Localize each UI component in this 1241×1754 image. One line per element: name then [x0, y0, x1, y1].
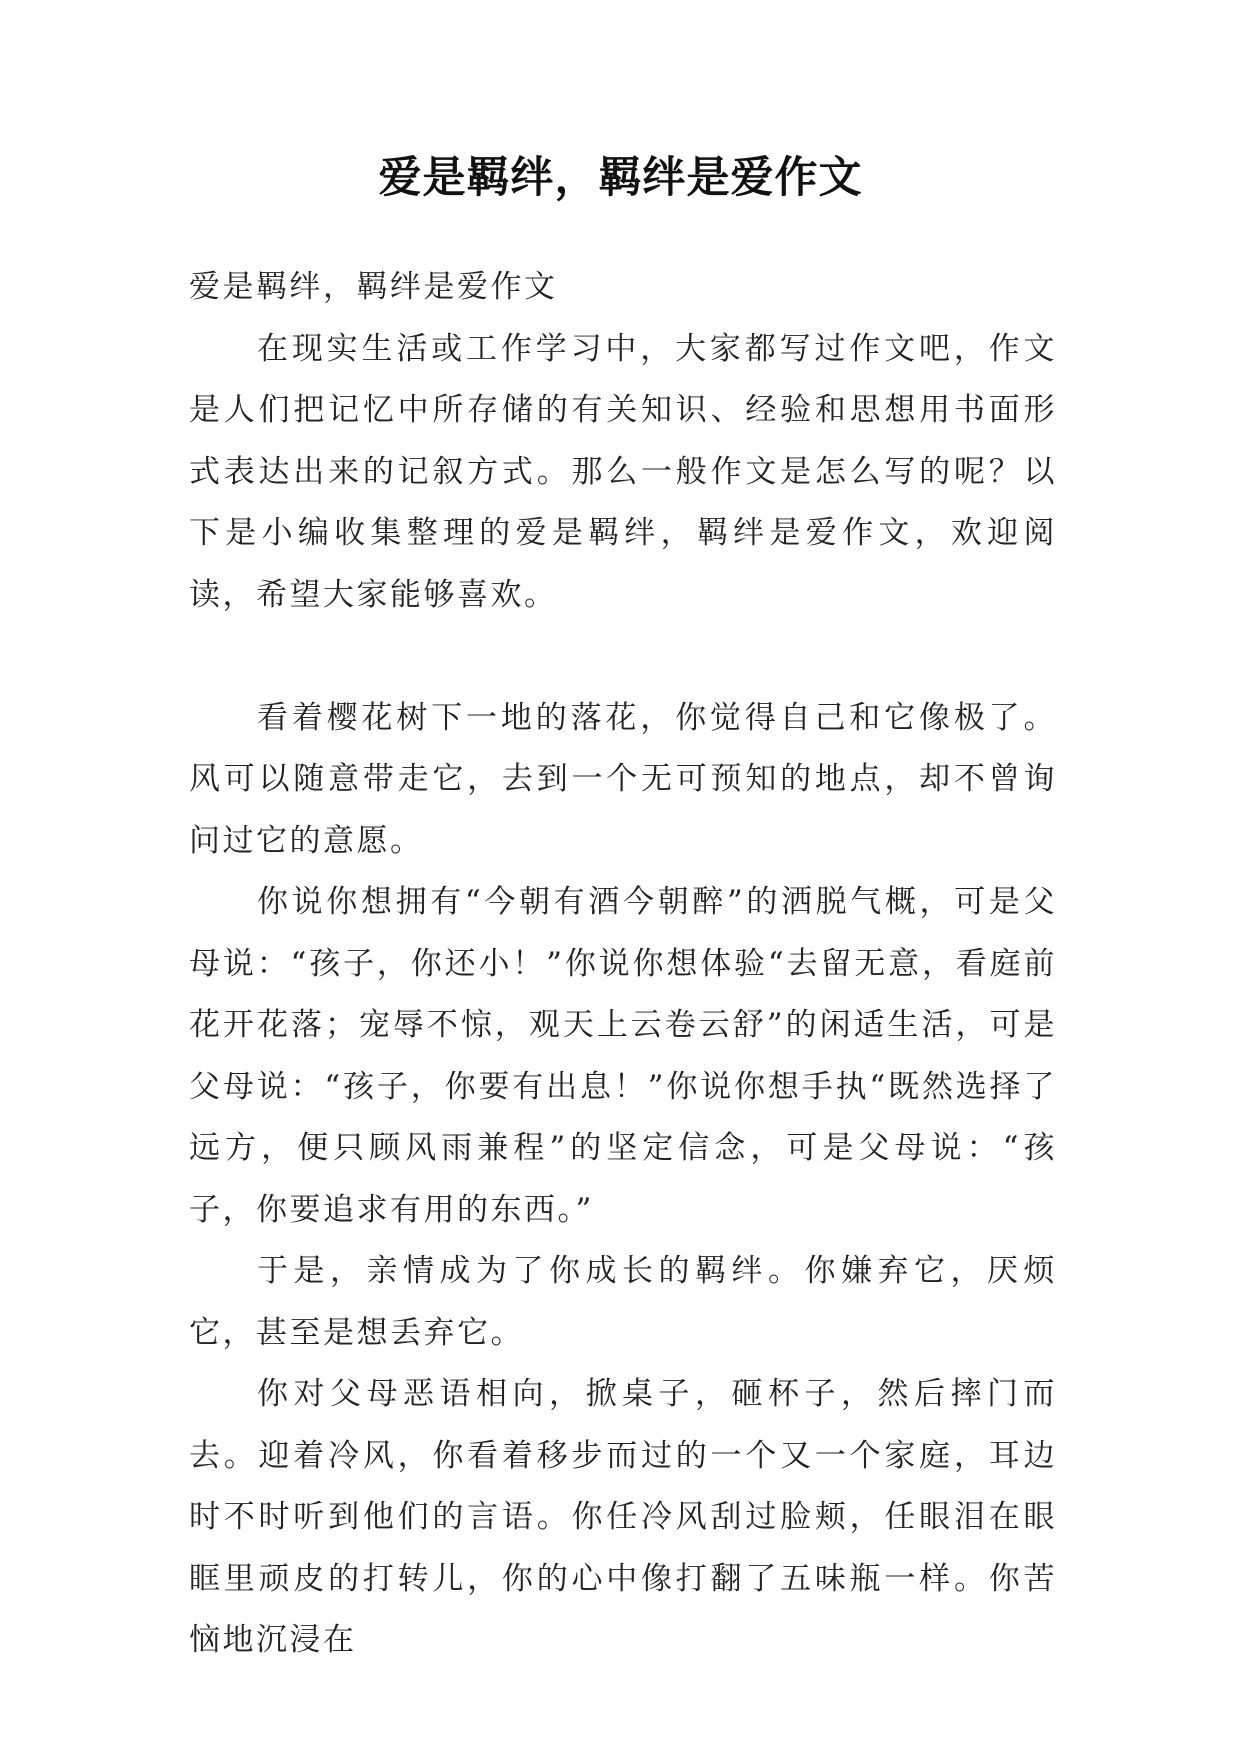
- document-subtitle: 爱是羁绊，羁绊是爱作文: [189, 269, 558, 305]
- paragraph-family-bond: 于是，亲情成为了你成长的羁绊。你嫌弃它，厌烦它，甚至是想丢弃它。: [189, 1253, 1057, 1351]
- paragraph-falling-blossoms: 看着樱花树下一地的落花，你觉得自己和它像极了。风可以随意带走它，去到一个无可预知的地点，却不曾询问过它的意愿。: [189, 699, 1057, 859]
- paragraph-gap: [189, 626, 1057, 688]
- paragraph-parents-say: 你说你想拥有“今朝有酒今朝醉”的洒脱气概，可是父母说：“孩子，你还小！”你说你想体验“去留无意，看庭前花开花落；宠辱不惊，观天上云卷云舒”的闲适生活，可是父母说：“孩子，你要有出息！”你说你想手执“既然选择了远方，便只顾风雨兼程”的坚定信念，可是父母说：“孩子，你要追求有用的东西。”: [189, 884, 1057, 1228]
- document-title: 爱是羁绊，羁绊是爱作文: [378, 153, 863, 203]
- document-body: [189, 257, 1057, 1672]
- paragraph-cold-wind: 你对父母恶语相向，掀桌子，砸杯子，然后摔门而去。迎着冷风，你看着移步而过的一个又一个家庭，耳边时不时听到他们的言语。你任冷风刮过脸颊，任眼泪在眼眶里顽皮的打转儿，你的心中像打翻了五味瓶一样。你苦恼地沉浸在: [189, 1376, 1057, 1658]
- paragraph-intro: 在现实生活或工作学习中，大家都写过作文吧，作文是人们把记忆中所存储的有关知识、经验和思想用书面形式表达出来的记叙方式。那么一般作文是怎么写的呢？以下是小编收集整理的爱是羁绊，羁绊是爱作文，欢迎阅读，希望大家能够喜欢。: [189, 330, 1057, 613]
